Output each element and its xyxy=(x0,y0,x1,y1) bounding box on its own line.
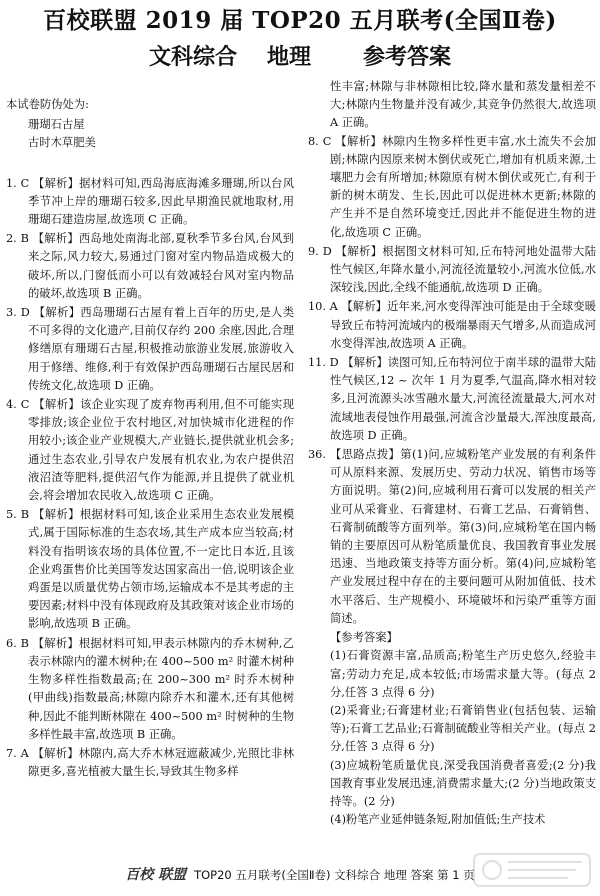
answer-item-4: 4. C 【解析】该企业实现了废弃物再利用,但不可能实现零排放;该企业位于农村地区,对加快城市化进程的作用较小;该企业产业规模大,产业链长,提供就业机会多;通过生态农业,引导农户发展有机农业,为农户提供沼液沼渣等肥料,提供沼气作为能源,并且提供了就业机会,将会增加农民收入,故选项 C 正确。 xyxy=(6,398,294,503)
answer-item-7: 7. A 【解析】林隙内,高大乔木林冠遮蔽减少,光照比非林隙更多,喜光植被大量生长,导致其生物多样 xyxy=(6,746,294,779)
answer-item-1: 1. C 【解析】据材料可知,西岛海底海滩多珊瑚,所以台风季节冲上岸的珊瑚石较多,因此早期渔民就地取材,用珊瑚石建造房屋,故选项 C 正确。 xyxy=(6,176,294,227)
reference-answer-label: 【参考答案】 xyxy=(330,631,398,645)
page-subtitle xyxy=(0,40,600,71)
subtitle-subject: 文科综合 xyxy=(148,44,237,70)
footer-logo: 百校 联盟 xyxy=(125,867,187,883)
reference-answer-4: (4)粉笔产业延伸链条短,附加值低;生产技术 xyxy=(330,813,546,827)
subtitle-answer-key: 参考答案 xyxy=(363,44,452,70)
answer-item-7-continued: 性丰富;林隙与非林隙相比较,降水量和蒸发量相差不大;林隙内生物量并没有减少,其竞争仍然很大,故选项 A 正确。 xyxy=(330,80,596,130)
anti-counterfeit-line-1: 珊瑚石古屋 xyxy=(28,118,85,132)
answer-item-11: 11. D 【解析】读图可知,丘布特河位于南半球的温带大陆性气候区,12 ~ 次年 1 月为夏季,气温高,降水相对较多,且河流源头冰雪融水量大,河流径流量最大,河水对流域地表侵蚀作用最强,河流含沙量最大,浑浊度最高,故选项 D 正确。 xyxy=(308,356,596,442)
answer-item-2: 2. B 【解析】西岛地处南海北部,夏秋季节多台风,台风到来之际,风力较大,易通过门窗对室内物品造成极大的破坏,所以,门窗低而小可以有效减轻台风对室内物品的破坏,故选项 B 正确。 xyxy=(6,232,294,300)
answer-item-8: 8. C 【解析】林隙内生物多样性更丰富,水土流失不会加剧;林隙内因原来树木倒伏或死亡,增加有机质来源,土壤肥力会有所增加;林隙原有树木倒伏或死亡,有利于新的树木萌发、生长,因此可以促进林木更新;林隙的产生并不是自然环境变迁,因此并不能促进生物的进化,故选项 C 正确。 xyxy=(308,134,596,239)
answer-item-6: 6. B 【解析】根据材料可知,甲表示林隙内的乔木树种,乙表示林隙内的灌木树种;在 400~500 m² 时灌木树种生物多样性指数最高;在 200~300 m² 时乔木树种(甲曲线)指数最高;林隙内除乔木和灌木,还有其他树种,因此不能判断林隙在 400~500 m² 时树种的生物多样性最丰富,故选项 B 正确。 xyxy=(6,636,294,741)
answer-item-3: 3. D 【解析】西岛珊瑚石古屋有着上百年的历史,是人类不可多得的文化遗产,目前仅存约 200 余座,因此,合理修缮原有珊瑚石古屋,积极推动旅游业发展,旅游收入用于修缮、维修,利于有效保护西岛珊瑚石古屋民居和传统文化,故选项 D 正确。 xyxy=(6,306,294,392)
answer-item-9: 9. D 【解析】根据图文材料可知,丘布特河地处温带大陆性气候区,年降水量小,河流径流量较小,河流水位低,水深较浅,因此,全线不能通航,故选项 D 正确。 xyxy=(308,244,596,295)
page-title: 百校联盟 2019 届 TOP20 五月联考(全国Ⅱ卷) xyxy=(43,7,557,34)
reference-answer-3: (3)应城粉笔质量优良,深受我国消费者喜爱;(2 分)我国教育事业发展迅速,消费需求量大;(2 分)当地政策支持等。(2 分) xyxy=(330,758,596,808)
answer-item-5: 5. B 【解析】根据材料可知,该企业采用生态农业发展模式,属于国际标准的生态农场,其生产成本应当较高;材料没有指明该农场的具体位置,不一定比日本近,且该企业鸡蛋售价比美国等发达国家高出一倍,说明该企业鸡蛋是以质量优势占领市场,运输成本不是其考虑的主要因素;材料中没有体现政府及其政策对该企业市场的影响,故选项 B 正确。 xyxy=(6,508,294,631)
right-column xyxy=(308,78,596,829)
anti-counterfeit-line-2: 古时木草肥美 xyxy=(28,136,96,150)
anti-counterfeit-label: 本试卷防伪处为: xyxy=(6,98,89,111)
watermark-icon xyxy=(472,850,592,890)
answer-item-10: 10. A 【解析】近年来,河水变得浑浊可能是由于全球变暖导致丘布特河流域内的极端暴雨天气增多,从而造成河水变得浑浊,故选项 A 正确。 xyxy=(308,300,596,350)
footer-text: TOP20 五月联考(全国Ⅱ卷) 文科综合 地理 答案 第 1 页 xyxy=(194,868,475,882)
subtitle-geography: 地理 xyxy=(266,44,311,70)
answer-item-36-hint: 36. 【思路点拨】第(1)问,应城粉笔产业发展的有利条件可从原料来源、发展历史、劳动力状况、销售市场等方面说明。第(2)问,应城利用石膏可以发展的相关产业可从采膏业、石膏建材、石膏工艺品、石膏销售、石膏制硫酸等方面列举。第(3)问,应城粉笔在国内畅销的主要原因可从粉笔质量优良、我国教育事业发展迅速、当地政策支持等方面分析。第(4)问,应城粉笔产业发展过程中存在的主要问题可从附加值低、技术水平落后、生产规模小、环境破坏和污染严重等方面简述。 xyxy=(308,448,596,625)
reference-answer-2: (2)采膏业;石膏建材业;石膏销售业(包括包装、运输等);石膏工艺品业;石膏制硫酸业等相关产业。(每点 2 分,任答 3 点得 6 分) xyxy=(330,703,596,754)
left-column xyxy=(6,96,294,782)
reference-answer-1: (1)石膏资源丰富,品质高;粉笔生产历史悠久,经验丰富;劳动力充足,成本较低;市场需求量大等。(每点 2 分,任答 3 点得 6 分) xyxy=(330,649,596,699)
